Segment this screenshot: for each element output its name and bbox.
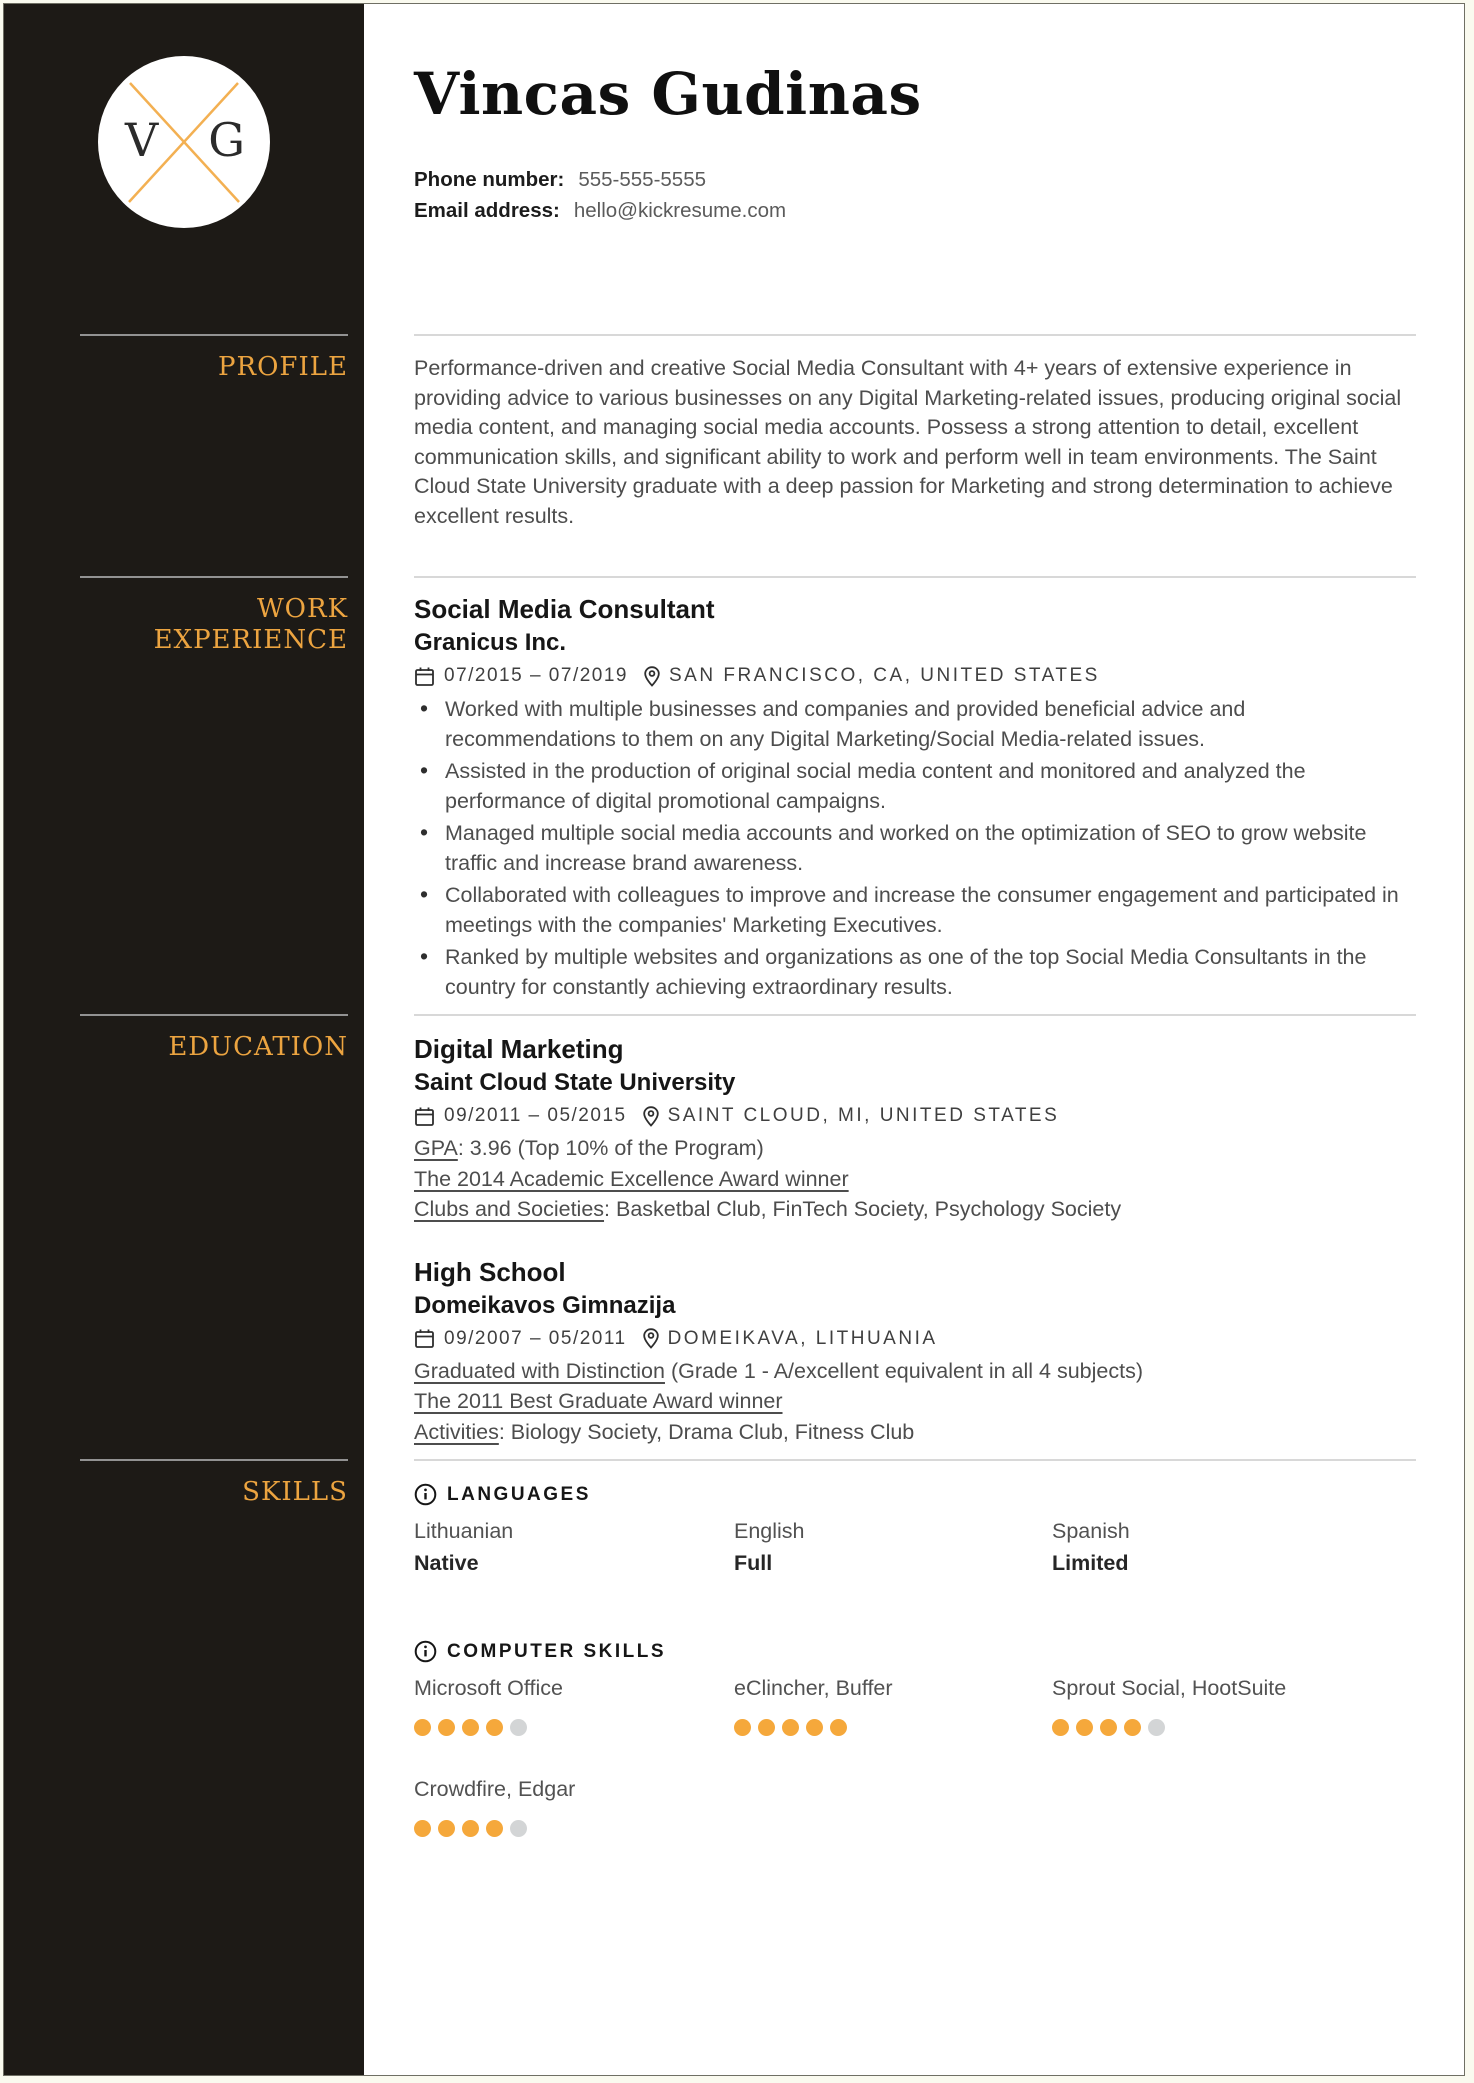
job-dates: 07/2015 – 07/2019 bbox=[444, 665, 628, 686]
school-name: Saint Cloud State University bbox=[414, 1069, 736, 1096]
underlined-text: The 2014 Academic Excellence Award winner bbox=[414, 1166, 849, 1191]
resume-page bbox=[3, 3, 1465, 2076]
skill-item bbox=[734, 1673, 1052, 1736]
sidebar-label-profile: PROFILE bbox=[218, 352, 348, 382]
rating-dot-filled bbox=[486, 1719, 503, 1736]
section-divider bbox=[414, 576, 1416, 578]
education-detail-award bbox=[414, 1164, 1416, 1195]
profile-summary: Performance-driven and creative Social Media Consultant with 4+ years of extensive experience in providing advice to various businesses on any Digital Marketing-related issues, producing original social media content, and managing social media accounts. Possess a strong attention to detail, excellent communication skills, and significant ability to work and perform well in team environments. The Saint Cloud State University graduate with a deep passion for Marketing and strong determination to achieve excellent results. bbox=[414, 356, 1402, 528]
phone-label: Phone number: bbox=[414, 168, 565, 191]
education-entry-high-school bbox=[414, 1257, 1416, 1448]
contact-info bbox=[414, 164, 1416, 226]
job-company: Granicus Inc. bbox=[414, 629, 567, 656]
job-bullet: • Managed multiple social media accounts and worked on the optimization of SEO to grow website traffic and increase brand awareness. bbox=[414, 819, 1404, 878]
skill-name: Microsoft Office bbox=[414, 1676, 563, 1700]
skill-rating bbox=[1052, 1719, 1416, 1736]
email-value: hello@kickresume.com bbox=[573, 199, 787, 222]
skill-item bbox=[1052, 1673, 1416, 1736]
education-dates: 09/2007 – 05/2011 bbox=[444, 1327, 627, 1349]
sidebar-item-skills bbox=[80, 1459, 348, 1508]
phone-value: 555-555-5555 bbox=[578, 168, 707, 191]
education-details bbox=[414, 1356, 1416, 1448]
skill-item bbox=[414, 1673, 734, 1736]
rating-dot-empty bbox=[1148, 1719, 1165, 1736]
rating-dot-empty bbox=[510, 1719, 527, 1736]
language-level: Limited bbox=[1052, 1551, 1129, 1575]
section-divider bbox=[414, 1459, 1416, 1461]
info-icon bbox=[414, 1640, 437, 1663]
rating-dot-filled bbox=[438, 1820, 455, 1837]
degree-title: High School bbox=[414, 1256, 566, 1287]
skill-rating bbox=[414, 1820, 734, 1837]
job-bullet-list bbox=[414, 695, 1416, 1002]
education-location: DOMEIKAVA, LITHUANIA bbox=[667, 1327, 938, 1349]
languages-grid bbox=[414, 1516, 1416, 1578]
email-label: Email address: bbox=[414, 199, 560, 222]
skill-name: eClincher, Buffer bbox=[734, 1676, 893, 1700]
computer-skills-grid bbox=[414, 1673, 1416, 1837]
job-location: SAN FRANCISCO, CA, UNITED STATES bbox=[669, 665, 1100, 686]
education-meta bbox=[414, 1328, 1416, 1350]
sidebar-label-skills: SKILLS bbox=[242, 1477, 348, 1507]
email-row bbox=[414, 195, 1416, 226]
computer-skills-heading bbox=[414, 1640, 1416, 1663]
underlined-text: Graduated with Distinction bbox=[414, 1358, 665, 1383]
job-bullet: • Collaborated with colleagues to improve and increase the consumer engagement and participated in meetings with the companies' Marketing Executives. bbox=[414, 881, 1404, 940]
education-detail-award bbox=[414, 1386, 1416, 1417]
computer-skills-heading-label: COMPUTER SKILLS bbox=[447, 1640, 667, 1662]
language-item bbox=[414, 1516, 734, 1578]
education-section bbox=[414, 1014, 1416, 1447]
skill-item bbox=[414, 1774, 734, 1837]
language-name: Lithuanian bbox=[414, 1519, 514, 1543]
detail-text: : Biology Society, Drama Club, Fitness Club bbox=[498, 1419, 915, 1444]
sidebar-item-education bbox=[80, 1014, 348, 1063]
rating-dot-filled bbox=[486, 1820, 503, 1837]
education-details bbox=[414, 1133, 1416, 1225]
rating-dot-filled bbox=[462, 1820, 479, 1837]
rating-dot-filled bbox=[734, 1719, 751, 1736]
language-name: Spanish bbox=[1052, 1519, 1130, 1543]
sidebar-divider bbox=[80, 1459, 348, 1461]
logo-initial-left: V bbox=[125, 112, 159, 167]
education-location: SAINT CLOUD, MI, UNITED STATES bbox=[667, 1105, 1060, 1126]
rating-dot-filled bbox=[414, 1719, 431, 1736]
language-level: Native bbox=[414, 1551, 479, 1575]
education-detail-clubs bbox=[414, 1194, 1416, 1225]
skill-rating bbox=[414, 1719, 734, 1736]
calendar-icon bbox=[414, 1328, 435, 1349]
education-meta bbox=[414, 1105, 1416, 1127]
map-pin-icon bbox=[643, 1106, 659, 1127]
job-title: Social Media Consultant bbox=[414, 594, 715, 624]
monogram-logo bbox=[98, 56, 270, 228]
detail-text: (Grade 1 - A/excellent equivalent in all 4 subjects) bbox=[664, 1358, 1143, 1383]
detail-text: : 3.96 (Top 10% of the Program) bbox=[457, 1136, 764, 1160]
rating-dot-filled bbox=[1052, 1719, 1069, 1736]
section-divider bbox=[414, 1014, 1416, 1016]
education-entry-university bbox=[414, 1034, 1416, 1225]
sidebar-divider bbox=[80, 334, 348, 336]
rating-dot-filled bbox=[806, 1719, 823, 1736]
languages-heading-label: LANGUAGES bbox=[447, 1483, 591, 1505]
underlined-text: GPA bbox=[414, 1136, 458, 1160]
rating-dot-filled bbox=[1100, 1719, 1117, 1736]
sidebar-item-profile bbox=[80, 334, 348, 383]
sidebar bbox=[4, 4, 364, 2075]
sidebar-divider bbox=[80, 576, 348, 578]
info-icon bbox=[414, 1483, 437, 1506]
education-dates: 09/2011 – 05/2015 bbox=[444, 1105, 627, 1126]
rating-dot-filled bbox=[758, 1719, 775, 1736]
skill-rating bbox=[734, 1719, 1052, 1736]
profile-section bbox=[414, 334, 1416, 531]
rating-dot-filled bbox=[830, 1719, 847, 1736]
education-detail-activities bbox=[414, 1417, 1416, 1448]
detail-text: : Basketbal Club, FinTech Society, Psychology Society bbox=[604, 1197, 1122, 1221]
language-item bbox=[1052, 1516, 1416, 1578]
person-name: Vincas Gudinas bbox=[414, 60, 922, 128]
map-pin-icon bbox=[644, 666, 660, 687]
calendar-icon bbox=[414, 1106, 435, 1127]
sidebar-divider bbox=[80, 1014, 348, 1016]
underlined-text: The 2011 Best Graduate Award winner bbox=[414, 1389, 783, 1413]
phone-row bbox=[414, 164, 1416, 195]
sidebar-label-education: EDUCATION bbox=[168, 1032, 348, 1062]
languages-heading bbox=[414, 1483, 1416, 1506]
education-detail-distinction bbox=[414, 1356, 1416, 1387]
language-name: English bbox=[734, 1519, 805, 1543]
rating-dot-filled bbox=[1076, 1719, 1093, 1736]
job-meta bbox=[414, 665, 1416, 687]
rating-dot-filled bbox=[1124, 1719, 1141, 1736]
job-bullet: • Ranked by multiple websites and organizations as one of the top Social Media Consultants in the country for constantly achieving extraordinary results. bbox=[414, 943, 1404, 1002]
skills-section bbox=[414, 1459, 1416, 1837]
rating-dot-filled bbox=[782, 1719, 799, 1736]
rating-dot-filled bbox=[414, 1820, 431, 1837]
language-item bbox=[734, 1516, 1052, 1578]
language-level: Full bbox=[734, 1551, 773, 1575]
calendar-icon bbox=[414, 666, 435, 687]
skill-name: Crowdfire, Edgar bbox=[414, 1777, 576, 1801]
degree-title: Digital Marketing bbox=[414, 1034, 624, 1064]
section-divider bbox=[414, 334, 1416, 336]
rating-dot-filled bbox=[438, 1719, 455, 1736]
job-bullet: • Assisted in the production of original social media content and monitored and analyzed the performance of digital promotional campaigns. bbox=[414, 757, 1404, 816]
logo-initial-right: G bbox=[208, 112, 245, 167]
work-experience-section bbox=[414, 576, 1416, 1005]
skill-name: Sprout Social, HootSuite bbox=[1052, 1676, 1287, 1700]
rating-dot-empty bbox=[510, 1820, 527, 1837]
rating-dot-filled bbox=[462, 1719, 479, 1736]
education-detail-gpa bbox=[414, 1133, 1416, 1164]
underlined-text: Activities bbox=[414, 1419, 499, 1444]
school-name: Domeikavos Gimnazija bbox=[414, 1291, 676, 1319]
sidebar-item-work-experience bbox=[80, 576, 348, 656]
sidebar-label-work-experience: WORK EXPERIENCE bbox=[153, 594, 348, 655]
map-pin-icon bbox=[643, 1328, 659, 1349]
underlined-text: Clubs and Societies bbox=[414, 1197, 605, 1221]
header bbox=[414, 48, 1416, 226]
job-bullet: • Worked with multiple businesses and companies and provided beneficial advice and recommendations to them on any Digital Marketing/Social Media-related issues. bbox=[414, 695, 1404, 754]
